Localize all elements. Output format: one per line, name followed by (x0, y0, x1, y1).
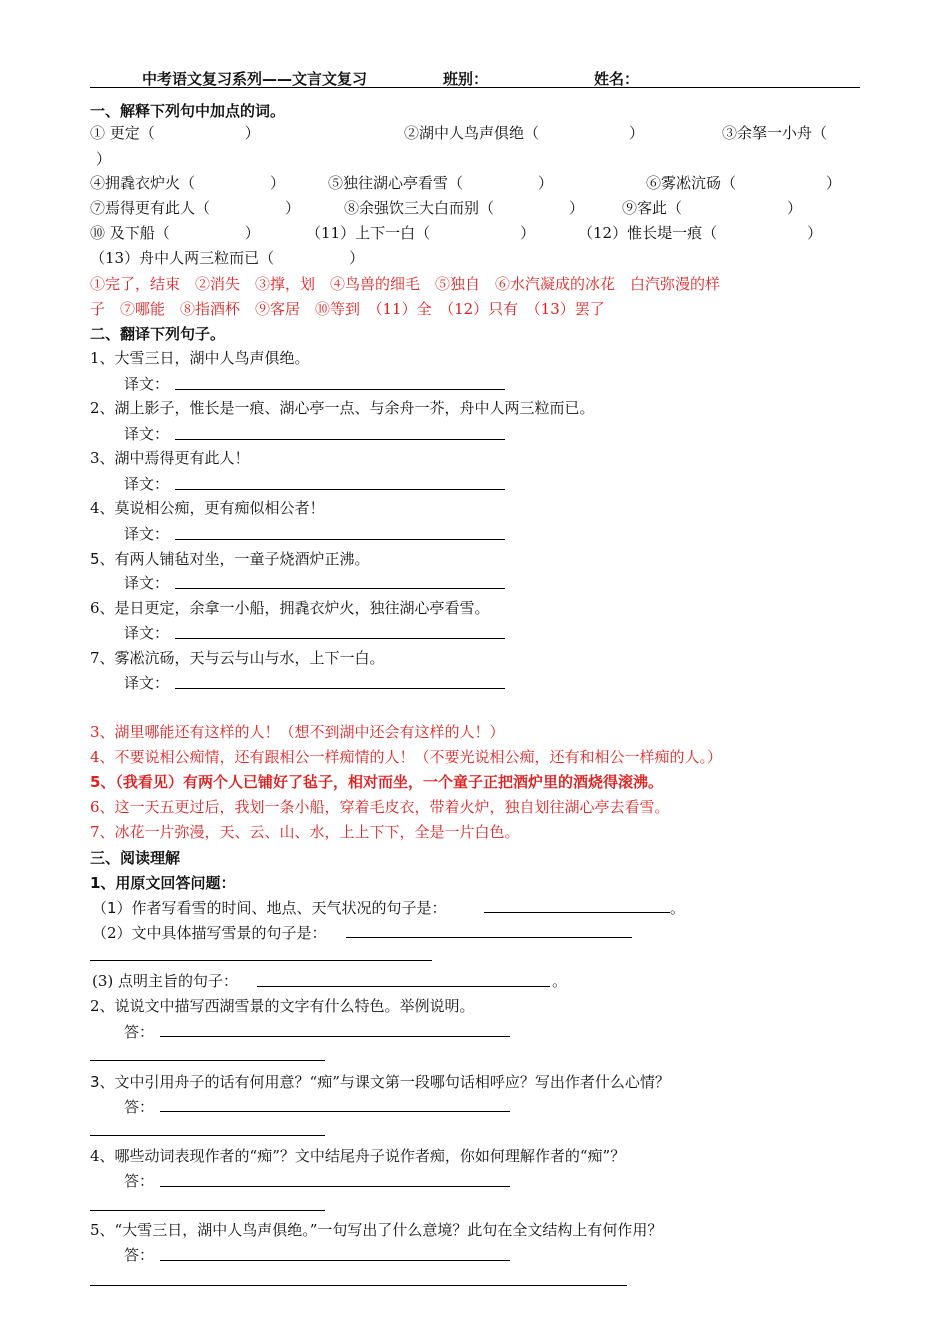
item-10: ⑩ 及下船（ ） (90, 224, 260, 242)
answer-line-5b[interactable] (90, 1285, 627, 1286)
item-3: ③余拏一小舟（ (722, 124, 828, 142)
translate-line-6[interactable] (175, 638, 505, 639)
translate-label-7: 译文： (124, 674, 170, 692)
answer-line-2a[interactable] (160, 1036, 510, 1037)
sentence-7: 7、雾凇沆砀，天与云与山与水，上下一白。 (90, 649, 385, 667)
item-2: ②湖中人鸟声俱绝（ ） (404, 124, 645, 142)
answer-line-4b[interactable] (90, 1210, 325, 1211)
section2-heading: 二、翻译下列句子。 (90, 325, 226, 343)
question-1-1: （1）作者写看雪的时间、地点、天气状况的句子是： (92, 899, 447, 917)
answer-line-3b[interactable] (90, 1135, 325, 1136)
item-5: ⑤独往湖心亭看雪（ ） (328, 174, 554, 192)
question-4: 4、哪些动词表现作者的“痴”？文中结尾舟子说作者痴，你如何理解作者的“痴”？ (90, 1147, 626, 1165)
class-label: 班别： (443, 70, 489, 88)
item-12: （12）惟长堤一痕（ ） (578, 224, 823, 242)
item-1: ① 更定（ ） (90, 124, 260, 142)
section3-heading: 三、阅读理解 (90, 849, 181, 867)
item-6: ⑥雾凇沆砀（ ） (646, 174, 842, 192)
question-2: 2、说说文中描写西湖雪景的文字有什么特色。举例说明。 (90, 997, 475, 1015)
translate-label-3: 译文： (124, 475, 170, 493)
item-13: （13）舟中人两三粒而已（ ） (90, 249, 365, 267)
translation-answer-4: 4、不要说相公痴情，还有跟相公一样痴情的人！（不要光说相公痴，还有和相公一样痴的人。） (90, 748, 723, 766)
translation-answer-6: 6、这一天五更过后，我划一条小船，穿着毛皮衣，带着火炉，独自划往湖心亭去看雪。 (90, 798, 670, 816)
translate-line-2[interactable] (175, 439, 505, 440)
section1-answers-line2: 子 ⑦哪能 ⑧指酒杯 ⑨客居 ⑩等到 （11）全 （12）只有 （13）罢了 (90, 300, 605, 318)
translate-label-1: 译文： (124, 375, 170, 393)
section3-subheading: 1、用原文回答问题： (90, 874, 236, 892)
answer-line-1-1[interactable] (484, 912, 670, 913)
answer-label-5: 答： (124, 1246, 155, 1264)
sentence-2: 2、湖上影子，惟长是一痕、湖心亭一点、与余舟一芥，舟中人两三粒而已。 (90, 399, 595, 417)
question-1-3-end: 。 (552, 972, 568, 990)
item-8: ⑧余强饮三大白而别（ ） (344, 199, 585, 217)
translate-line-1[interactable] (175, 389, 505, 390)
answer-line-2b[interactable] (90, 1060, 325, 1061)
answer-label-4: 答： (124, 1172, 155, 1190)
question-1-3: (3) 点明主旨的句子： (92, 972, 239, 990)
section1-heading: 一、解释下列句中加点的词。 (90, 102, 286, 120)
item-9: ⑨客此（ ） (622, 199, 803, 217)
header-underline (90, 87, 860, 88)
name-label: 姓名： (594, 70, 640, 88)
translation-answer-3: 3、湖里哪能还有这样的人！（想不到湖中还会有这样的人！） (90, 723, 505, 741)
sentence-1: 1、大雪三日，湖中人鸟声俱绝。 (90, 349, 310, 367)
answer-label-3: 答： (124, 1098, 155, 1116)
answer-line-3a[interactable] (160, 1111, 510, 1112)
item-3-close: ） (96, 150, 112, 168)
sentence-3: 3、湖中焉得更有此人！ (90, 449, 250, 467)
question-3-text: 文中引用舟子的话有何用意？“痴”与课文第一段哪句话相呼应？写出作者什么心情？ (114, 1073, 670, 1091)
answer-line-1-3[interactable] (257, 986, 550, 987)
translate-label-5: 译文： (124, 574, 170, 592)
translation-answer-5: 5、（我看见）有两个人已铺好了毡子，相对而坐，一个童子正把酒炉里的酒烧得滚沸。 (90, 773, 663, 791)
translate-label-2: 译文： (124, 425, 170, 443)
question-1-2: （2）文中具体描写雪景的句子是： (92, 924, 327, 942)
translate-label-4: 译文： (124, 525, 170, 543)
question-1-1-end: 。 (670, 899, 686, 917)
translate-line-3[interactable] (175, 489, 505, 490)
translation-answer-7: 7、冰花一片弥漫，天、云、山、水，上上下下，全是一片白色。 (90, 823, 520, 841)
section1-answers-line1: ①完了，结束 ②消失 ③撑，划 ④鸟兽的细毛 ⑤独自 ⑥水汽凝成的冰花 白汽弥漫的样 (90, 275, 721, 293)
question-5: 5、“大雪三日，湖中人鸟声俱绝。”一句写出了什么意境？此句在全文结构上有何作用？ (90, 1221, 663, 1239)
page-title: 中考语文复习系列——文言文复习 (142, 70, 368, 88)
sentence-6: 6、是日更定，余拿一小船，拥毳衣炉火，独往湖心亭看雪。 (90, 599, 490, 617)
translate-line-4[interactable] (175, 539, 505, 540)
answer-line-1-2a[interactable] (346, 937, 632, 938)
answer-line-1-2b[interactable] (90, 960, 432, 961)
answer-label-2: 答： (124, 1023, 155, 1041)
answer-line-5a[interactable] (160, 1260, 510, 1261)
question-3 (90, 1071, 670, 1092)
translate-label-6: 译文： (124, 624, 170, 642)
question-3-number: 3、 (90, 1073, 115, 1091)
item-11: （11）上下一白（ ） (306, 224, 536, 242)
item-7: ⑦焉得更有此人（ ） (90, 199, 301, 217)
sentence-4: 4、莫说相公痴，更有痴似相公者！ (90, 499, 325, 517)
answer-line-4a[interactable] (160, 1186, 510, 1187)
sentence-5: 5、有两人铺毡对坐，一童子烧酒炉正沸。 (90, 550, 370, 568)
translate-line-5[interactable] (175, 588, 505, 589)
translate-line-7[interactable] (175, 688, 505, 689)
item-4: ④拥毳衣炉火（ ） (90, 174, 286, 192)
